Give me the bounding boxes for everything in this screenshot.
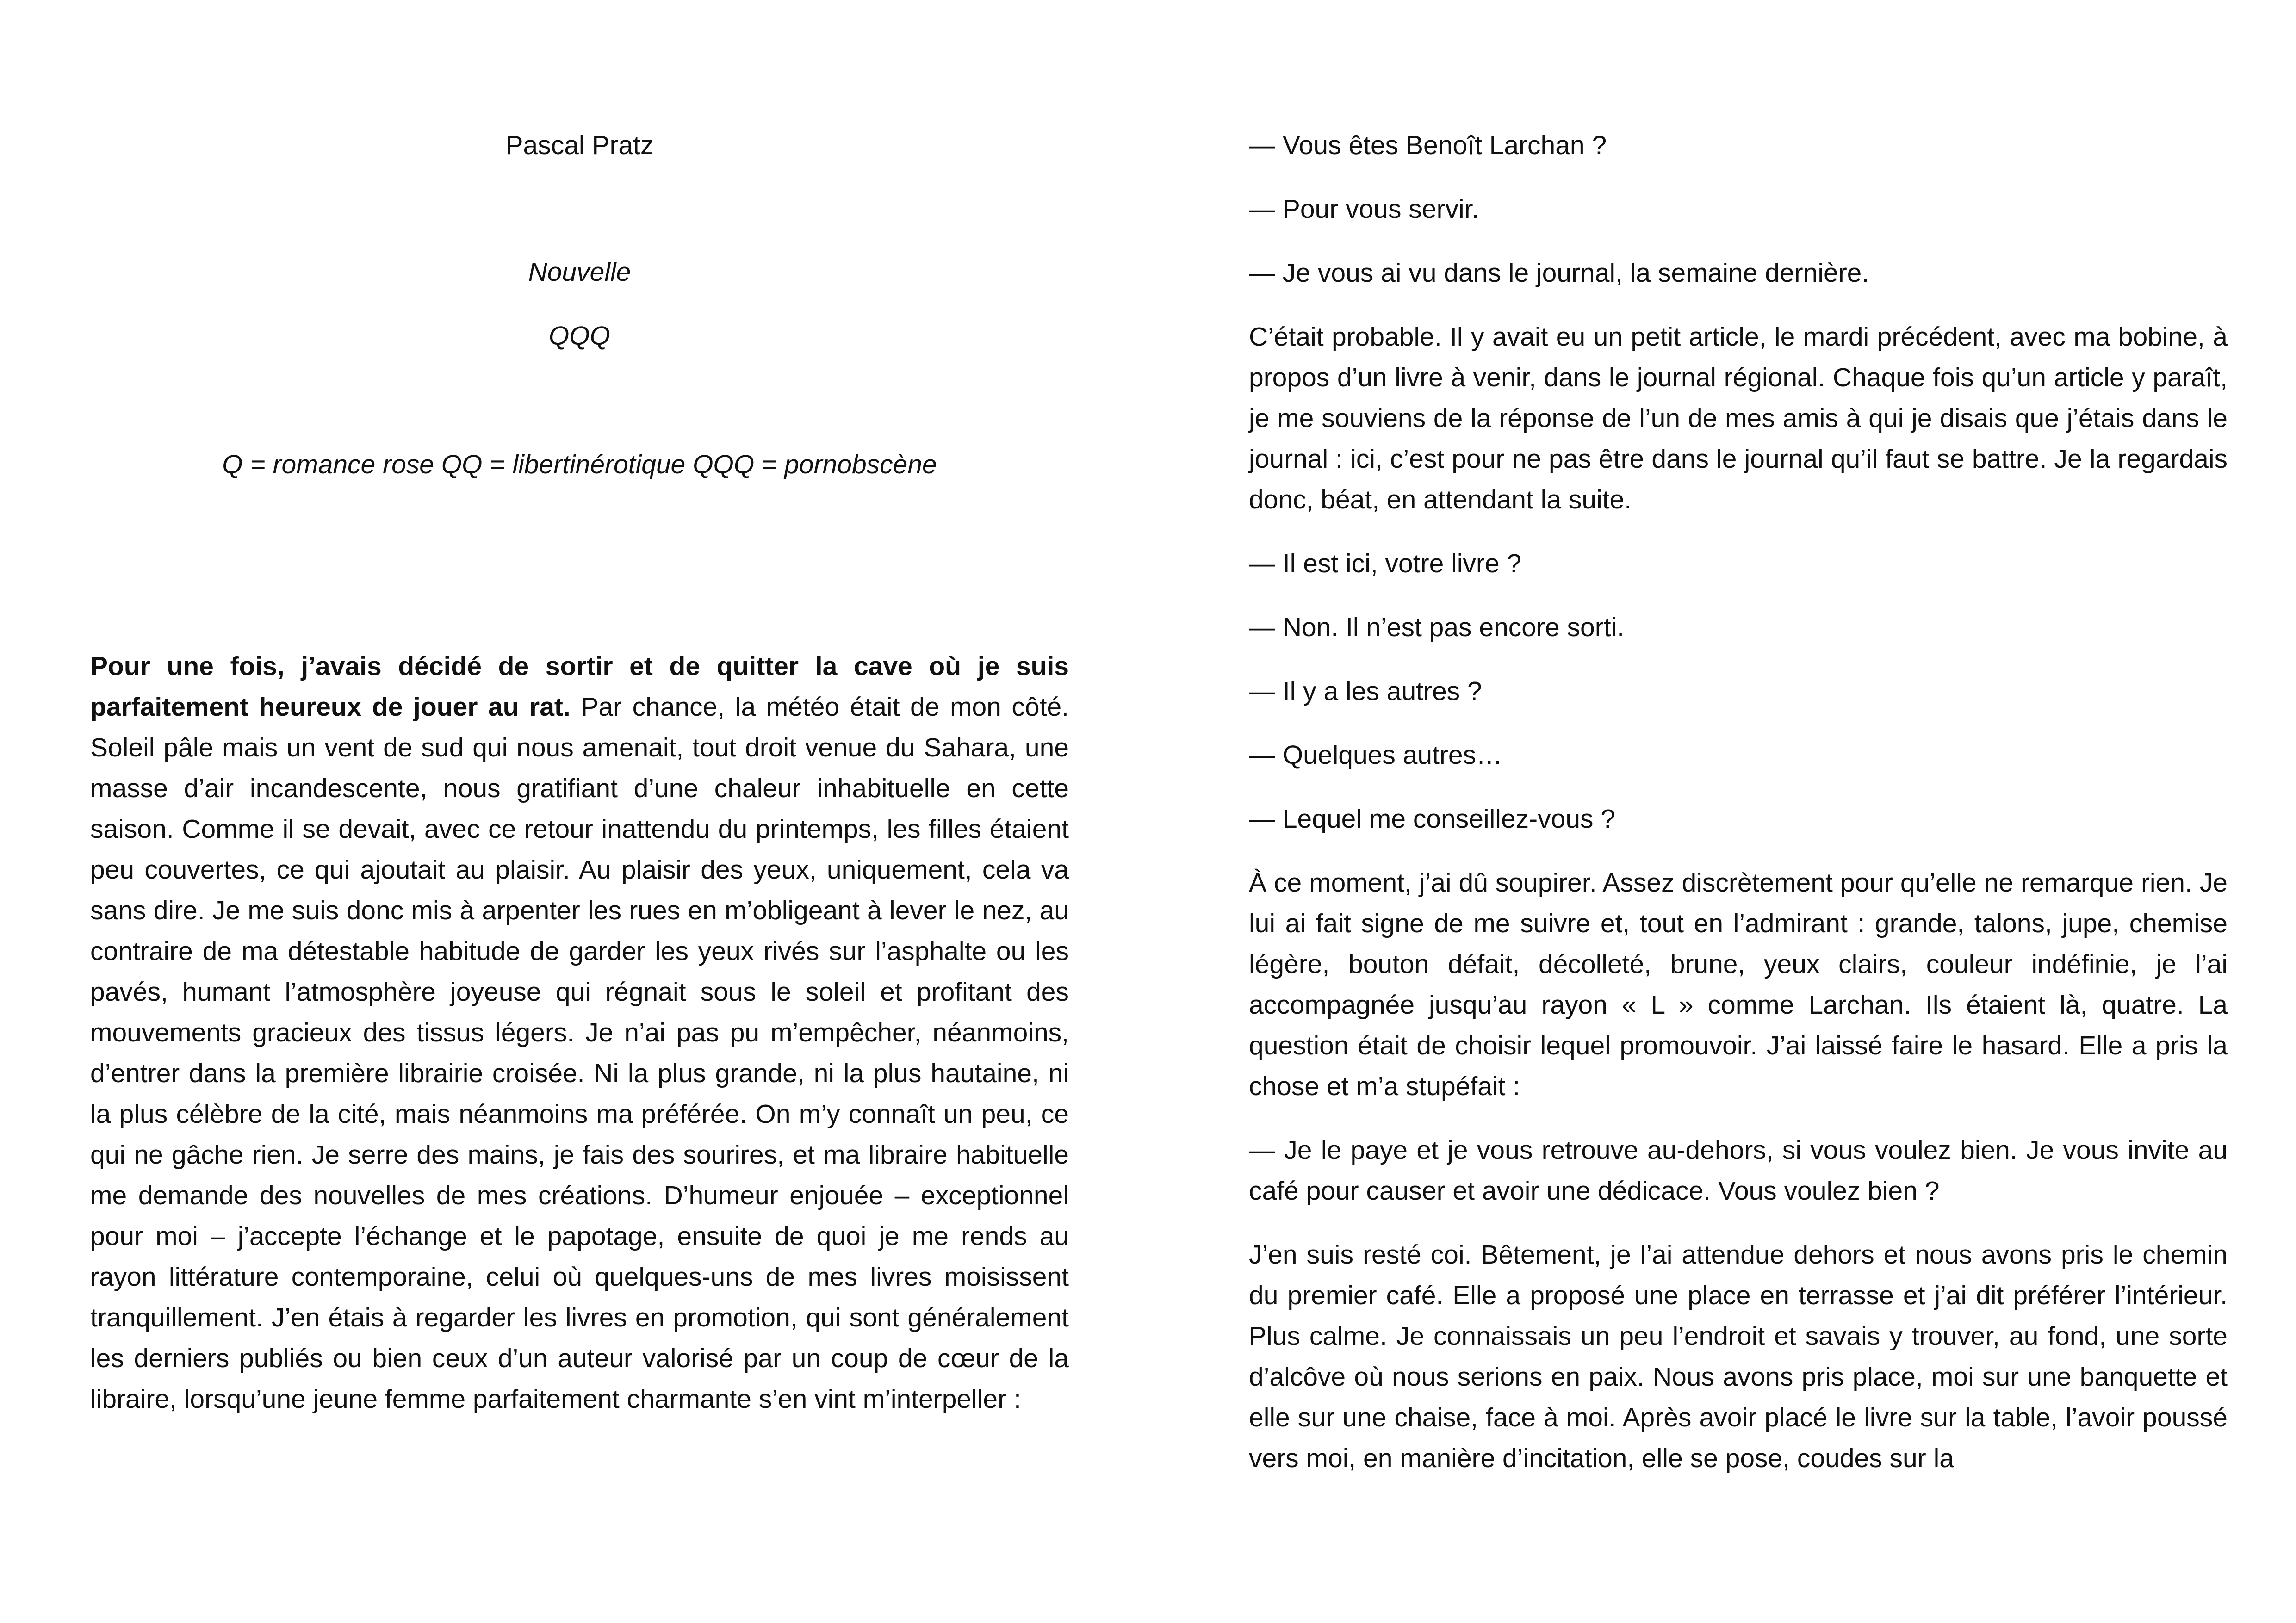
opening-paragraph — [90, 646, 1069, 1419]
opening-bold-sentence: Pour une fois, j’avais décidé de sortir et de quitter la cave où je suis parfaitement heureux de jouer au rat. — [90, 651, 1069, 722]
genre-label: Nouvelle — [528, 257, 631, 287]
dialogue-line: — Il est ici, votre livre ? — [1249, 549, 1522, 578]
dialogue-line: — Lequel me conseillez-vous ? — [1249, 804, 1616, 834]
dialogue-line: — Quelques autres… — [1249, 740, 1503, 770]
rating-legend: Q = romance rose QQ = libertinérotique QQQ = pornobscène — [222, 450, 937, 479]
rating-label: QQQ — [548, 321, 610, 351]
dialogue-paragraph: — Je le paye et je vous retrouve au-dehors, si vous voulez bien. Je vous invite au café pour causer et avoir une dédicace. Vous voulez bien ? — [1249, 1135, 2228, 1206]
narrative-paragraph: J’en suis resté coi. Bêtement, je l’ai attendue dehors et nous avons pris le chemin du premier café. Elle a proposé une place en terrasse et j’ai dit préférer l’intérieur. Plus calme. Je connaissais un peu l’endroit et savais y trouver, au fond, une sorte d’alcôve où nous serions en paix. Nous avons pris place, moi sur une banquette et elle sur une chaise, face à moi. Après avoir placé le livre sur la table, l’avoir poussé vers moi, en manière d’incitation, elle se pose, coudes sur la — [1249, 1240, 2228, 1473]
narrative-paragraph: À ce moment, j’ai dû soupirer. Assez discrètement pour qu’elle ne remarque rien. Je lui ai fait signe de me suivre et, tout en l’admirant : grande, talons, jupe, chemise légère, bouton défait, décolleté, brune, yeux clairs, couleur indéfinie, je l’ai accompagnée jusqu’au rayon « L » comme Larchan. Ils étaient là, quatre. La question était de choisir lequel promouvoir. J’ai laissé faire le hasard. Elle a pris la chose et m’a stupéfait : — [1249, 868, 2228, 1101]
author-name: Pascal Pratz — [505, 130, 654, 160]
dialogue-line: — Je vous ai vu dans le journal, la semaine dernière. — [1249, 258, 1869, 288]
left-column — [90, 125, 1069, 1419]
narrative-paragraph: C’était probable. Il y avait eu un petit article, le mardi précédent, avec ma bobine, à propos d’un livre à venir, dans le journal régional. Chaque fois qu’un article y paraît, je me souviens de la réponse de l’un de mes amis à qui je disais que j’étais dans le journal : ici, c’est pour ne pas être dans le journal qu’il faut se battre. Je la regardais donc, béat, en attendant la suite. — [1249, 322, 2228, 514]
dialogue-line: — Vous êtes Benoît Larchan ? — [1249, 130, 1607, 160]
opening-paragraph-text: Par chance, la météo était de mon côté. Soleil pâle mais un vent de sud qui nous amenait, tout droit venue du Sahara, une masse d’air incandescente, nous gratifiant d’une chaleur inhabituelle en cette saison. Comme il se devait, avec ce retour inattendu du printemps, les filles étaient peu couvertes, ce qui ajoutait au plaisir. Au plaisir des yeux, uniquement, cela va sans dire. Je me suis donc mis à arpenter les rues en m’obligeant à lever le nez, au contraire de ma détestable habitude de garder les yeux rivés sur l’asphalte ou les pavés, humant l’atmosphère joyeuse qui régnait sous le soleil et profitant des mouvements gracieux des tissus légers. Je n’ai pas pu m’empêcher, néanmoins, d’entrer dans la première librairie croisée. Ni la plus grande, ni la plus hautaine, ni la plus célèbre de la cité, mais néanmoins ma préférée. On m’y connaît un peu, ce qui ne gâche rien. Je serre des mains, je fais des sourires, et ma libraire habituelle me demande des nouvelles de mes créations. D’humeur enjouée – exceptionnel pour moi – j’accepte l’échange et le papotage, ensuite de quoi je me rends au rayon littérature contemporaine, celui où quelques-uns de mes livres moisissent tranquillement. J’en étais à regarder les livres en promotion, qui sont généralement les derniers publiés ou bien ceux d’un auteur valorisé par un coup de cœur de la libraire, lorsqu’une jeune femme parfaitement charmante s’en vint m’interpeller : — [90, 692, 1069, 1414]
right-column — [1249, 125, 2228, 1502]
dialogue-line: — Il y a les autres ? — [1249, 676, 1482, 706]
right-page — [1148, 0, 2296, 1623]
dialogue-line: — Non. Il n’est pas encore sorti. — [1249, 613, 1625, 642]
dialogue-line: — Pour vous servir. — [1249, 194, 1479, 224]
